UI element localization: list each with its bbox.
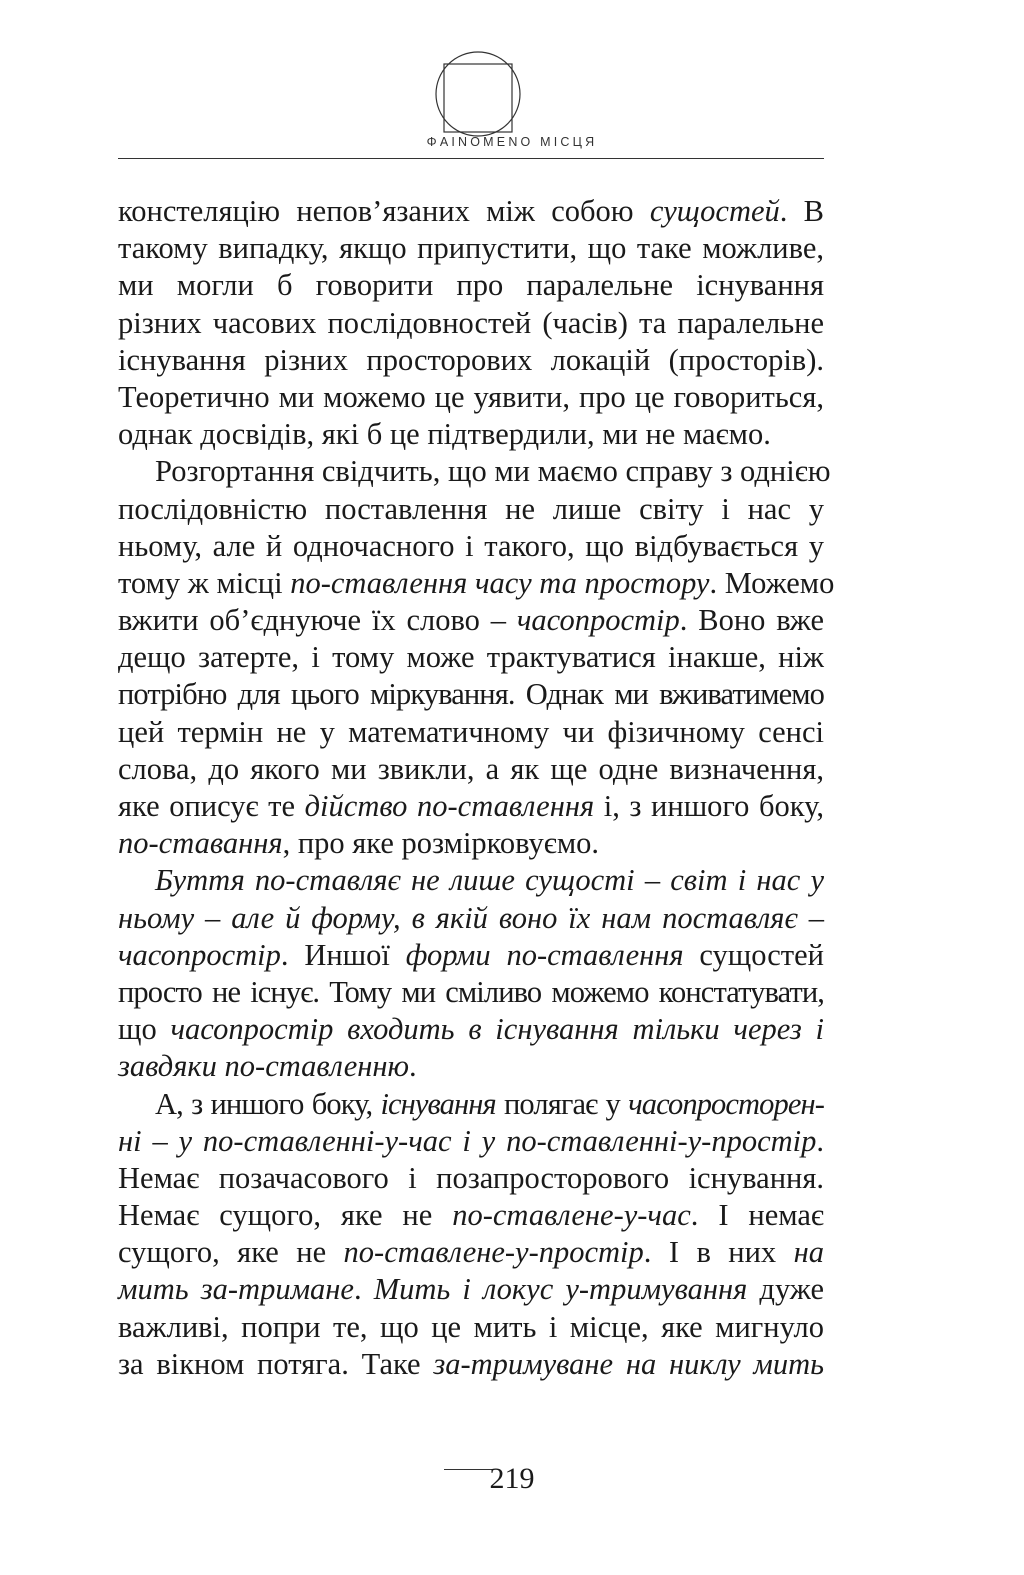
- text-line: ньому, але й одночасного і такого, що відбувається у: [118, 528, 824, 563]
- circle-square-emblem-icon: [432, 48, 524, 140]
- text-line: цей термін не у математичному чи фізичному сенсі: [118, 714, 824, 749]
- text-line: ми могли б говорити про паралельне існування: [118, 268, 824, 303]
- text-line: потрібно для цього міркування. Однак ми вживатимемо: [118, 677, 824, 712]
- text-line: Теоретично ми можемо це уявити, про це говориться,: [118, 379, 824, 414]
- text-line: слова, до якого ми звикли, а як ще одне визначення,: [118, 751, 824, 786]
- page-number: 219: [489, 1462, 535, 1495]
- text-line: мить за-тримане. Мить і локус у-тримування дуже: [118, 1272, 825, 1307]
- text-line: яке описує те дійство по-ставлення і, з иншого боку,: [118, 789, 824, 823]
- text-line: що часопростір входить в існування тільки через і: [118, 1012, 824, 1047]
- text-line: завдяки по-ставленню.: [118, 1049, 417, 1084]
- body-text: [118, 193, 835, 1383]
- text-line: Немає позачасового і позапросторового існування.: [118, 1160, 824, 1195]
- text-line: тому ж місці по-ставлення часу та простору. Можемо: [118, 565, 835, 600]
- text-line: Буття по-ставляє не лише сущості – світ і нас у: [155, 863, 824, 898]
- text-line: ні – у по-ставленні-у-час і у по-ставленні-у-простір.: [118, 1123, 824, 1158]
- text-line: послідовністю поставлення не лише світу і нас у: [118, 491, 824, 526]
- header-rule: [118, 158, 824, 159]
- text-line: існування різних просторових локацій (просторів).: [118, 342, 824, 377]
- text-line: дещо затерте, і тому може трактуватися інакше, ніж: [118, 640, 824, 675]
- text-line: за вікном потяга. Таке за-тримуване на никлу мить: [118, 1346, 824, 1381]
- text-line: Розгортання свідчить, що ми маємо справу з однією: [155, 454, 831, 489]
- text-line: важливі, попри те, що це мить і місце, яке мигнуло: [118, 1309, 824, 1344]
- text-line: Немає сущого, яке не по-ставлене-у-час. І немає: [118, 1198, 824, 1233]
- text-line: ньому – але й форму, в якій воно їх нам поставляє –: [118, 900, 824, 935]
- text-line: вжити об’єднуюче їх слово – часопростір. Воно вже: [118, 603, 824, 638]
- text-line: однак досвідів, які б це підтвердили, ми не маємо.: [118, 417, 771, 452]
- text-line: просто не існує. Тому ми сміливо можемо констатувати,: [118, 974, 824, 1009]
- text-line: по-ставання, про яке розмірковуємо.: [118, 826, 600, 861]
- text-line: констеляцію непов’язаних між собою сущостей. В: [118, 194, 825, 228]
- text-line: такому випадку, якщо припустити, що таке можливе,: [118, 231, 824, 266]
- text-line: А, з иншого боку, існування полягає у часопросторен-: [155, 1086, 824, 1121]
- text-line: сущого, яке не по-ставлене-у-простір. І в них на: [118, 1235, 824, 1270]
- text-line: часопростір. Иншої форми по-ставлення сущостей: [118, 937, 824, 972]
- text-line: різних часових послідовностей (часів) та паралельне: [118, 305, 824, 340]
- running-head: ΦAINOMENO МІСЦЯ: [426, 135, 598, 149]
